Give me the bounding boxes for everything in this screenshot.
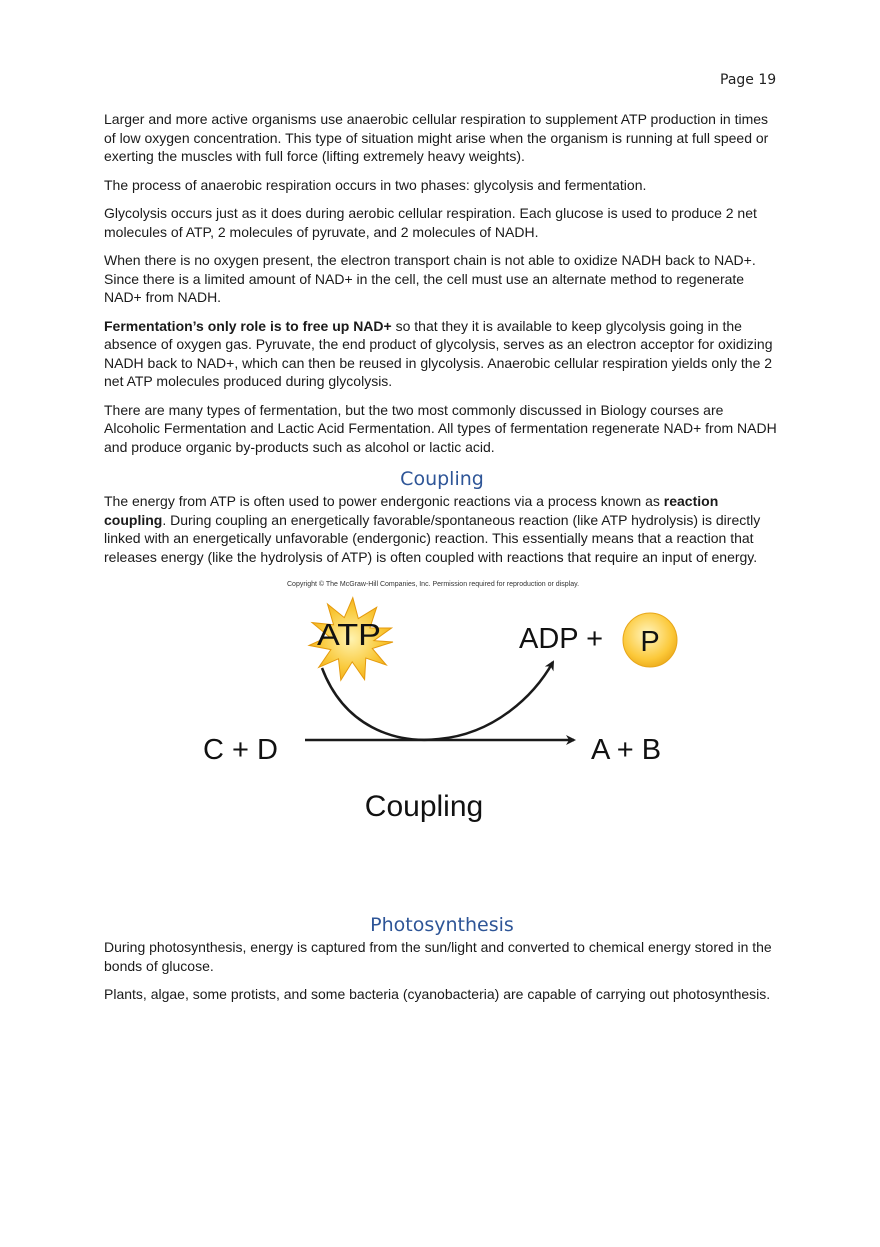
adp-label: ADP + <box>519 623 604 655</box>
coupling-figure <box>104 576 780 876</box>
figure-caption: Coupling <box>364 790 484 823</box>
paragraph: Plants, algae, some protists, and some bacteria (cyanobacteria) are capable of carrying out photosynthesis. <box>104 986 771 1002</box>
energy-transfer-arrow <box>322 662 553 740</box>
section-heading-photosynthesis: Photosynthesis <box>370 914 514 936</box>
fermentation-paragraph <box>104 317 780 391</box>
products-label: A + B <box>591 734 662 766</box>
atp-label: ATP <box>317 617 381 652</box>
page-number: Page 19 <box>720 72 777 88</box>
copyright-text: Copyright © The McGraw-Hill Companies, Inc. Permission required for reproduction or display. <box>287 581 580 588</box>
page-content <box>104 110 780 1014</box>
phosphate-label: P <box>640 626 660 658</box>
bold-statement: Fermentation’s only role is to free up NAD+ <box>104 317 392 334</box>
coupling-paragraph <box>104 492 780 566</box>
paragraph-text: so that they it is available to keep glycolysis going in the absence of oxygen gas. Pyruvate, the end product of glycolysis, serves as an electron acceptor for oxidizing NADH back to NAD+, which can then be reused in glycolysis. Anaerobic cellular respiration yields only the 2 net ATP molecules produced during glycolysis. <box>104 317 773 389</box>
section-heading-coupling: Coupling <box>400 468 484 490</box>
paragraph: The process of anaerobic respiration occurs in two phases: glycolysis and fermentation. <box>104 176 647 193</box>
paragraph: There are many types of fermentation, but the two most commonly discussed in Biology courses are Alcoholic Fermentation and Lactic Acid Fermentation. All types of fermentation regenerate NAD+ from NADH and produce organic by-products such as alcohol or lactic acid. <box>104 401 777 455</box>
paragraph: When there is no oxygen present, the electron transport chain is not able to oxidize NADH back to NAD+. Since there is a limited amount of NAD+ in the cell, the cell must use an alternate method to regenerate NAD+ from NADH. <box>104 252 756 305</box>
bold-term: reaction coupling <box>104 493 719 528</box>
paragraph: Glycolysis occurs just as it does during aerobic cellular respiration. Each glucose is used to produce 2 net molecules of ATP, 2 molecules of pyruvate, and 2 molecules of NADH. <box>104 205 757 240</box>
paragraph: During photosynthesis, energy is captured from the sun/light and converted to chemical energy stored in the bonds of glucose. <box>104 939 772 974</box>
paragraph-text: The energy from ATP is often used to power endergonic reactions via a process known as <box>104 493 664 509</box>
paragraph: Larger and more active organisms use anaerobic cellular respiration to supplement ATP production in times of low oxygen concentration. This type of situation might arise when the organism is running at full speed or exerting the muscles with full force (lifting extremely heavy weights). <box>104 111 769 164</box>
paragraph-text: . During coupling an energetically favorable/spontaneous reaction (like ATP hydrolysis) is directly linked with an energetically unfavorable (endergonic) reaction. This essentially means that a reaction that releases energy (like the hydrolysis of ATP) is often coupled with reactions that require an input of energy. <box>104 511 761 565</box>
coupling-diagram <box>104 576 780 876</box>
reactants-label: C + D <box>203 734 278 766</box>
